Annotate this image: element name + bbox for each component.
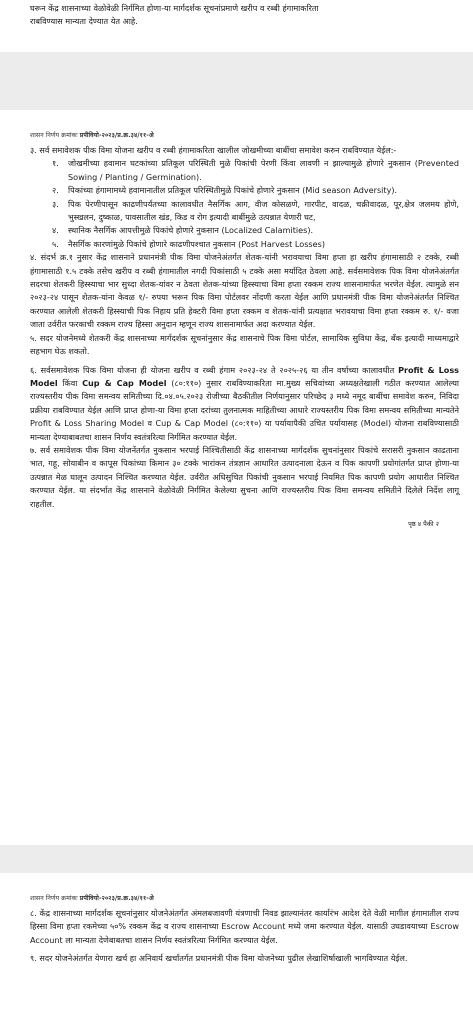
document-header xyxy=(30,893,459,902)
list-item-number: २. xyxy=(52,185,59,196)
page-3 xyxy=(0,873,473,1033)
paragraph-9: ९. सदर योजनेअंतर्गत येणारा खर्च हा अनिवार्य खर्चांतर्गत प्रधानमंत्री पीक विमा योजनेच्या पुढील लेखाशिर्षाखाली भागविण्यात येईल. xyxy=(30,953,408,964)
list-item xyxy=(30,157,459,184)
paragraph-6-part: (८०:११०) नुसार राबविण्याकरिता मा.मुख्य सचिवांच्या अध्यक्षतेखाली गठीत करण्यात आलेल्या राज्यस्तरीय पीक विमा समन्वय समितीच्या दि.०४.०५.२०२३ रोजीच्या बैठकीतील निर्णयानुसार परिच्छेद ३ मध्ये नमूद बाबींचा समावेश करुन, निविदा प्रक्रीया राबविण्यात येईल आणि प्राप्त होणा-या विमा हप्ता दरांच्या तुलनात्मक माहितीच्या आधारे राज्यस्तरीय पिक विमा समन्वय समितीच्या मान्यतेने Profit & Loss Sharing Model व Cup & Cap Model (८०:११०) या पर्यायापैकी उचित पर्यायासह (Model) योजना राबविण्यासाठी मान्यता देण्याबाबतचा शासन निर्णय स्वतंत्ररित्या निर्गमित करण्यात येईल. xyxy=(30,377,459,442)
document-header xyxy=(30,130,459,139)
header-reference: प्रपीवियो-२०२३/प्र.क्र.३४/११-अे xyxy=(79,895,154,902)
list-item-number: ३. xyxy=(52,198,59,209)
paragraph-8: ८. केंद्र शासनाच्या मार्गदर्शक सूचनांनुसार योजनेअंतर्गत अंमलबजावणी यंत्रणाची निवड झाल्यानंतर कार्यारंभ आदेश देते वेळी मागील हंगामातील राज्य हिस्सा विमा हप्ता रकमेच्या ५०% रक्कम केंद्र व राज्य शासनाच्या Escrow Account मध्ये जमा करण्यात येईल. यासाठी उघडावयाच्या Escrow Account ला मान्यता देणेबाबतचा शासन निर्णय स्वतंत्ररित्या निर्गमित करण्यात येईल. xyxy=(30,908,459,945)
list-item-text: नैसर्गिक कारणांमुळे पिकांचे होणारे काढणीपश्चात नुकसान (Post Harvest Losses) xyxy=(68,238,325,249)
list-item xyxy=(30,238,459,251)
list-item-text: पिक पेरणीपासून काढणीपर्यंतच्या कालावधीत नैसर्गिक आग, वीज कोसळणे, गारपीट, वादळ, चक्रीवादळ, पूर,क्षेत्र जलमय होणे, भुस्खलन, दुष्काळ, पावसातील खंड, किड व रोग इत्यादी बाबींमुळे उत्पन्नात येणारी घट, xyxy=(68,198,459,223)
paragraph-6-model-profit-loss: Profit & Loss Model xyxy=(30,364,459,388)
paragraph-3: ३. सर्व समावेशक पीक विमा योजना खरीप व रब्बी हंगामाकरिता खालील जोखमीच्या बाबींचा समावेश करुन राबविण्यात येईल:- xyxy=(30,145,397,155)
list-item xyxy=(30,224,459,237)
paragraph-5: ५. सदर योजनेमध्ये शेतकरी केंद्र शासनाच्या मार्गदर्शक सूचनांनुसार केंद्र शासनाचे पिक विमा पोर्टल, सामायिक सुविधा केंद्र, बँक इत्यादी माध्यमाद्वारे सहभाग घेऊ शकतो. xyxy=(30,332,459,357)
list-item-text: पिकांच्या हंगामामध्ये हवामानातील प्रतिकूल परिस्थितीमुळे पिकांचे होणारे नुकसान (Mid season Adversity). xyxy=(68,185,398,196)
paragraph-7: ७. सर्व समावेशक पीक विमा योजनेंतर्गत नुकसान भरपाई निश्चितीसाठी केंद्र शासनाच्या मार्गदर्शक सुचनांनुसार पिकांचे सरासरी नुकसान काढताना भात, गहू, सोयाबीन व कापूस पिकांच्या किमान ३० टक्के भारांकन तंत्रज्ञान आधारित उत्पादनाला देऊन व पिक कापणी प्रयोगांतर्गत प्राप्त होणा-या उत्पन्नात मेळ घालून उत्पादन निश्चित करण्यात येईल. उर्वरीत अधिसुचित पिकांची नुकसान भरपाई नियमित पिक कापणी प्रयोग आधारीत निश्चित करण्यात येईल. या संदर्भात केंद्र शासनाने वेळोवेळी निर्गमित केलेल्या सुचना आणि राज्यस्तरीय पिक विमा समन्वय समितीने दिलेले निर्देश लागू राहतील. xyxy=(30,444,459,509)
header-prefix: शासन निर्णय क्रमांकः xyxy=(30,895,78,902)
header-reference: प्रपीवियो-२०२३/प्र.क्र.३४/११-अे xyxy=(79,132,154,139)
page1-line-2: राबविण्यास मान्यता देण्यात येत आहे. xyxy=(30,16,138,27)
paragraph-6-part: ६. सर्वसमावेशक पिक विमा योजना ही योजना खरीप व रब्बी हंगाम २०२३-२४ ते २०२५-२६ या तीन वर्षाच्या कालावधीत xyxy=(30,364,399,375)
paragraph-6-model-cup-cap: Cup & Cap Model xyxy=(82,377,167,388)
header-prefix: शासन निर्णय क्रमांकः xyxy=(30,132,78,139)
list-item-text: जोखमीच्या हवामान घटकांच्या प्रतिकूल परिस्थिती मुळे पिकांची पेरणी किंवा लावणी न झाल्यामुळे होणारे नुकसान (Prevented Sowing / Planting / Germination). xyxy=(68,158,459,182)
list-item-number: १. xyxy=(52,158,59,169)
list-item-number: ४. xyxy=(52,225,59,236)
page-2 xyxy=(0,110,473,845)
list-item xyxy=(30,198,459,225)
page1-line-1: घरून केंद्र शासनाच्या वेळोवेळी निर्गमित होणा-या मार्गदर्शक सूचनांप्रमाणे खरीप व रब्बी हंगामाकरिता xyxy=(30,3,319,13)
list-item-text: स्थानिक नैसर्गिक आपत्तीमुळे पिकांचे होणारे नुकसान (Localized Calamities). xyxy=(68,225,314,236)
paragraph-6-part: किंवा xyxy=(57,377,83,388)
list-item xyxy=(30,184,459,197)
page-1-fragment xyxy=(0,0,473,52)
paragraph-6 xyxy=(30,364,459,444)
page-number: पृष्ठ ४ पैकी २ xyxy=(408,519,439,528)
list-item-number: ५. xyxy=(52,238,59,249)
paragraph-4: ४. संदर्भ क्र.१ नुसार केंद्र शासनाने प्रधानमंत्री पीक विमा योजनेअंतर्गत शेतक-यांनी भरावयाचा विमा हप्ता हा खरीप हंगामासाठी २ टक्के, रब्बी हंगामासाठी १.५ टक्के तसेच खरीप व रब्बी हंगामातील नगदी पिकांसाठी ५ टक्के असा मर्यादित ठेवला आहे. सर्वसमावेशक पिक विमा योजनेअंतर्गत सदरचा शेतकरी हिस्स्याचा भार सुध्दा शेतक-यांवर न ठेवता शेतक-यांच्या हिस्स्याचा विमा हप्ता रक्कम राज्य शासनामार्फत भरणेत येईल. त्यामुळे सन २०२३-२४ पासून शेतक-यांना केवळ १/- रुपया भरून पिक विमा पोर्टलवर नोंदणी करता येईल आणि प्रधानमंत्री पीक विमा योजनेअंतर्गत निश्चित करण्यात आलेली शेतकरी हिस्स्याची पिक निहाय प्रति हेक्टरी विमा हप्ता रक्कम व शेतक-यांनी प्रत्यक्षात भरावयाचा विमा हप्ता रक्कम रु. १/- वजा जाता उर्वरीत फरकाची रक्कम राज्य हिस्सा अनुदान म्हणून राज्य शासनामार्फत अदा करण्यात येईल. xyxy=(30,252,459,330)
